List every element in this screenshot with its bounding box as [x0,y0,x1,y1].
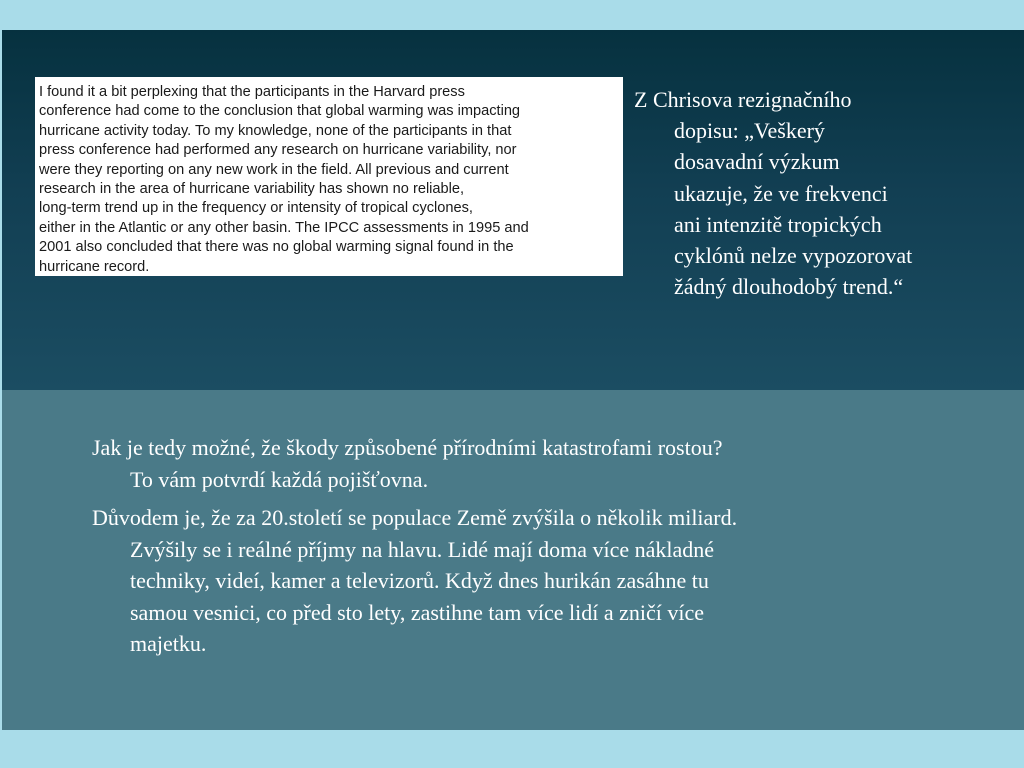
side-quote-line: Z Chrisova rezignačního [634,87,852,112]
quote-line: press conference had performed any research on hurricane variability, nor [39,142,517,159]
slide-body [92,432,992,667]
quote-line: 2001 also concluded that there was no global warming signal found in the [39,239,514,256]
quote-line: hurricane record. [39,258,150,275]
side-quote-line: dopisu: „Veškerý [674,118,825,144]
quote-line: either in the Atlantic or any other basin. The IPCC assessments in 1995 and [39,219,529,236]
quote-line: research in the area of hurricane variability has shown no reliable, [39,181,465,198]
top-frame-band [0,0,1024,30]
side-quote-line: dosavadní výzkum [674,149,840,175]
english-quote-text [39,83,619,277]
side-quote-line: ukazuje, že ve frekvenci [674,180,888,206]
quote-line: hurricane activity today. To my knowledge, none of the participants in that [39,122,512,139]
paragraph-line: Zvýšily se i reálné příjmy na hlavu. Lidé mají doma více nákladné [130,536,715,562]
side-quote-line: ani intenzitě tropických [674,211,882,237]
paragraph-line: Jak je tedy možné, že škody způsobené přírodními katastrofami rostou? [92,435,723,460]
body-paragraph-question [92,432,992,495]
body-paragraph-reason [92,502,992,660]
bottom-frame-band [0,730,1024,768]
paragraph-line: samou vesnici, co před sto lety, zastihne tam více lidí a zničí více [130,599,705,625]
paragraph-line: techniky, videí, kamer a televizorů. Když dnes hurikán zasáhne tu [130,568,709,593]
side-quote-line: žádný dlouhodobý trend.“ [674,274,904,300]
czech-quote-translation [634,84,1009,302]
paragraph-line: Důvodem je, že za 20.století se populace Země zvýšila o několik miliard. [92,505,738,530]
paragraph-line: To vám potvrdí každá pojišťovna. [130,466,429,492]
english-quote-image [35,77,623,276]
side-quote-line: cyklónů nelze vypozorovat [674,243,913,269]
paragraph-line: majetku. [130,631,207,656]
quote-line: I found it a bit perplexing that the participants in the Harvard press [39,84,465,100]
quote-line: long-term trend up in the frequency or intensity of tropical cyclones, [39,200,473,217]
quote-line: were they reporting on any new work in the field. All previous and current [39,161,509,178]
quote-line: conference had come to the conclusion that global warming was impacting [39,103,521,120]
